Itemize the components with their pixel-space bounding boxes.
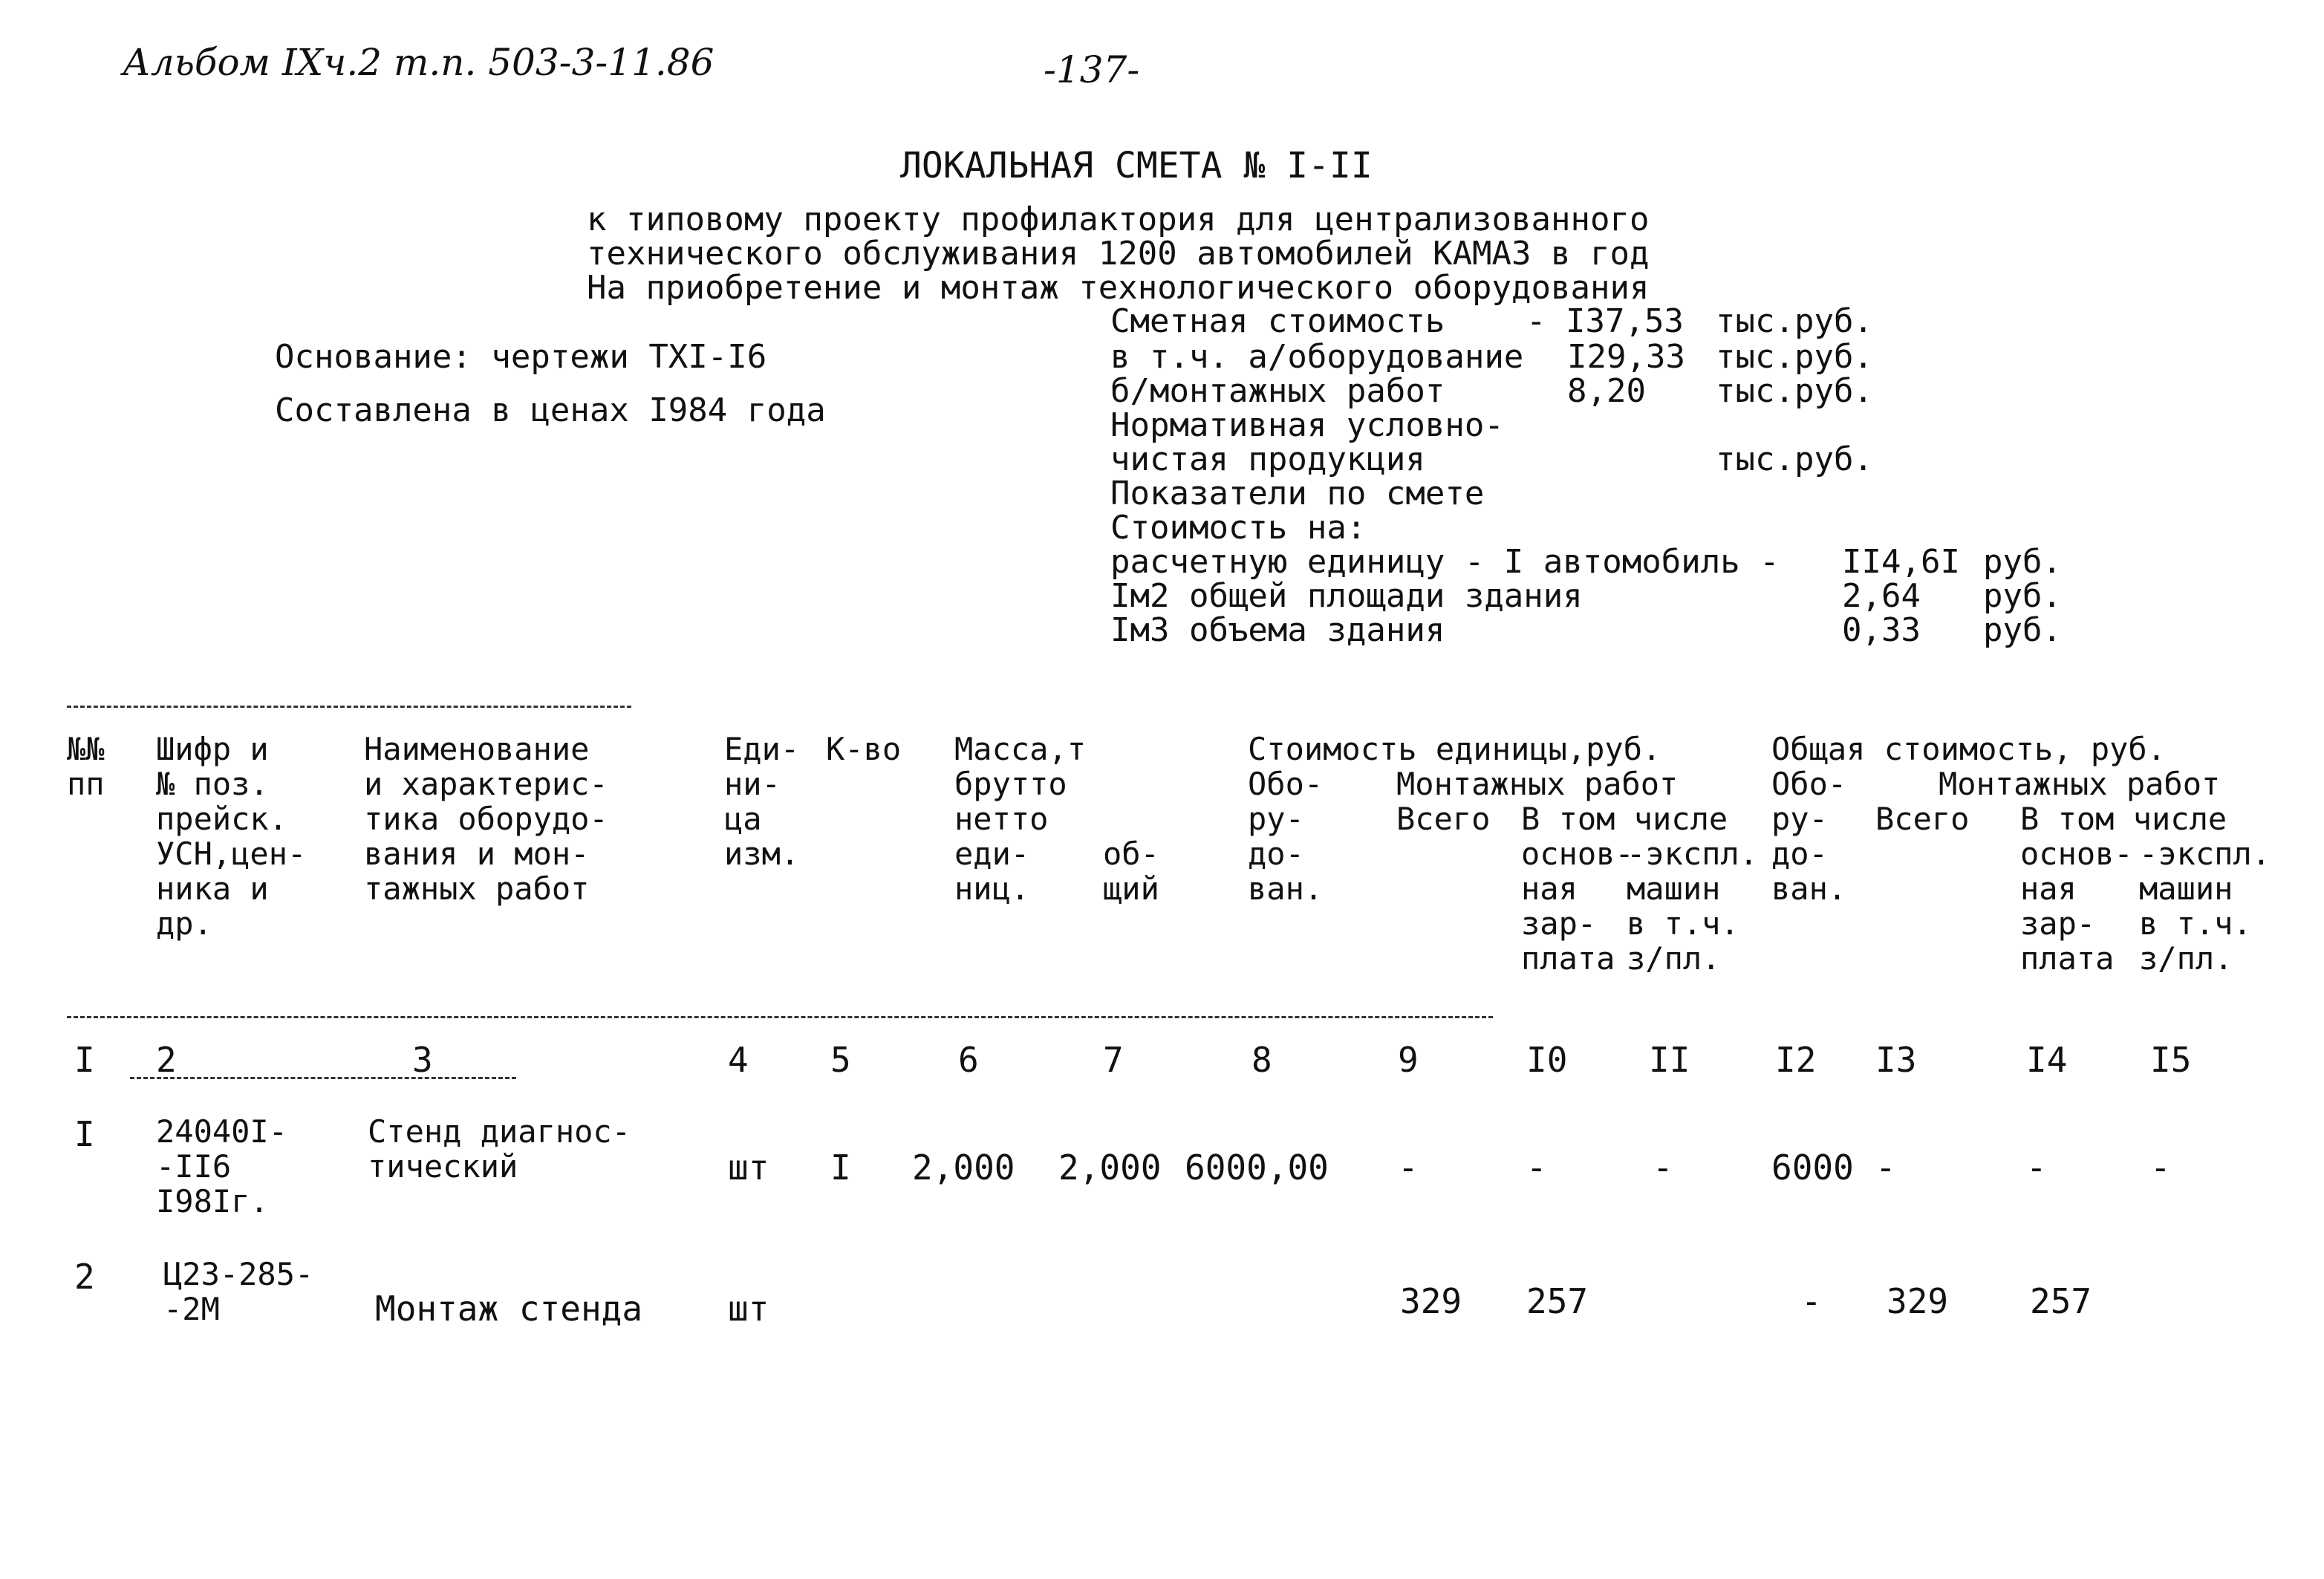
header-unit-wage: основ- ная зар- плата — [1521, 836, 1634, 977]
header-no: №№ пп — [67, 731, 105, 802]
cell-total-mach: - — [2150, 1147, 2171, 1188]
header-unit-cost: Стоимость единицы,руб. — [1248, 731, 1661, 767]
cell-unit: шт — [728, 1289, 769, 1329]
colnum: I3 — [1875, 1040, 1917, 1080]
cell-qty: I — [830, 1147, 851, 1188]
prices-year-line: Составлена в ценах I984 года — [275, 391, 826, 429]
per-m3-value: 0,33 — [1842, 611, 1921, 649]
header-total-install: Монтажных работ — [1939, 766, 2221, 802]
per-m2-value: 2,64 — [1842, 577, 1921, 615]
colnum: 6 — [958, 1040, 979, 1080]
header-unit-install: Монтажных работ — [1396, 766, 1679, 802]
colnum: I4 — [2026, 1040, 2068, 1080]
header-mass-unit: еди- ниц. — [954, 836, 1030, 907]
header-total-mach: -экспл. машин в т.ч. з/пл. — [2139, 836, 2271, 977]
header-unit-incl: В том числе — [1521, 801, 1728, 837]
per-unit-value: II4,6I — [1842, 543, 1960, 581]
cell-unit-wage: - — [1526, 1147, 1547, 1188]
colnum: 3 — [412, 1040, 433, 1080]
header-mass: Масса,т брутто нетто — [954, 731, 1087, 837]
page-number: -137- — [1044, 48, 1140, 91]
header-bottom-rule — [67, 1016, 1493, 1018]
norm-label-2: чистая продукция — [1110, 440, 1425, 478]
cell-unit-mach: - — [1653, 1147, 1673, 1188]
colnum: II — [1649, 1040, 1690, 1080]
header-total-total: Всего — [1875, 801, 1970, 837]
colnum: 8 — [1251, 1040, 1272, 1080]
cell-no: 2 — [74, 1257, 95, 1297]
per-m2-unit: руб. — [1983, 577, 2062, 615]
header-total-equip: Обо- ру- до- ван. — [1771, 766, 1847, 907]
install-label: б/монтажных работ — [1110, 372, 1445, 410]
cost-unit: тыс.руб. — [1716, 302, 1873, 340]
cell-unit: шт — [728, 1147, 769, 1188]
cell-unit-total: 329 — [1400, 1281, 1462, 1321]
cell-total-total: - — [1875, 1147, 1896, 1188]
colnum: I2 — [1775, 1040, 1817, 1080]
cell-name: Стенд диагнос- тический — [368, 1113, 631, 1185]
cell-mass-total: 2,000 — [1058, 1147, 1162, 1188]
header-total-wage: основ- ная зар- плата — [2020, 836, 2133, 977]
cell-total-total: 329 — [1887, 1281, 1949, 1321]
norm-label-1: Нормативная условно- — [1110, 406, 1504, 444]
colnum: I0 — [1526, 1040, 1568, 1080]
cell-mass-unit: 2,000 — [912, 1147, 1015, 1188]
header-unit-mach: -экспл. машин в т.ч. з/пл. — [1627, 836, 1759, 977]
subtitle-line-2: технического обслуживания 1200 автомобилей КАМАЗ в год — [587, 235, 1650, 273]
cell-name: Монтаж стенда — [375, 1289, 643, 1329]
header-unit-total: Всего — [1396, 801, 1491, 837]
cell-total-equip: - — [1801, 1281, 1822, 1321]
per-m3-unit: руб. — [1983, 611, 2062, 649]
cell-no: I — [74, 1114, 95, 1154]
header-unit: Еди- ни- ца изм. — [724, 731, 800, 872]
album-note: Альбом IXч.2 т.п. 503-3-11.86 — [123, 41, 715, 84]
cell-code: 24040I- -II6 I98Iг. — [156, 1113, 288, 1220]
equipment-label: в т.ч. а/оборудование — [1110, 338, 1524, 376]
header-total-incl: В том числе — [2020, 801, 2227, 837]
colnum: 2 — [156, 1040, 177, 1080]
top-rule — [67, 706, 631, 708]
header-qty: К-во — [826, 731, 902, 767]
cost-value: - I37,53 — [1526, 302, 1684, 340]
header-name: Наименование и характерис- тика оборудо- вания и мон- тажных работ — [364, 731, 608, 907]
cell-unit-equip: 6000,00 — [1185, 1147, 1329, 1188]
colnum: I — [74, 1040, 95, 1080]
cost-label: Сметная стоимость — [1110, 302, 1445, 340]
colnum: 9 — [1398, 1040, 1419, 1080]
basis-line: Основание: чертежи ТХI-I6 — [275, 338, 767, 376]
header-code: Шифр и № поз. прейск. УСН,цен- ника и др. — [156, 731, 307, 942]
per-m2-label: Iм2 общей площади здания — [1110, 577, 1583, 615]
colnum: 5 — [830, 1040, 851, 1080]
install-unit: тыс.руб. — [1716, 372, 1873, 410]
per-m3-label: Iм3 объема здания — [1110, 611, 1445, 649]
page-title: ЛОКАЛЬНАЯ СМЕТА № I-II — [900, 145, 1373, 186]
cell-total-wage: 257 — [2030, 1281, 2092, 1321]
cell-unit-wage: 257 — [1526, 1281, 1589, 1321]
cell-total-wage: - — [2026, 1147, 2047, 1188]
header-unit-equip: Обо- ру- до- ван. — [1248, 766, 1324, 907]
per-unit-label: расчетную единицу - I автомобиль - — [1110, 543, 1780, 581]
cell-unit-total: - — [1398, 1147, 1419, 1188]
install-value: 8,20 — [1567, 372, 1646, 410]
subtitle-line-3: На приобретение и монтаж технологического оборудования — [587, 269, 1650, 307]
cell-code: Ц23-285- -2М — [163, 1256, 314, 1327]
subtitle-line-1: к типовому проекту профилактория для централизованного — [587, 201, 1650, 238]
header-mass-total: об- щий — [1103, 836, 1159, 907]
colnum: I5 — [2150, 1040, 2192, 1080]
norm-unit: тыс.руб. — [1716, 440, 1873, 478]
indicators-label: Показатели по смете — [1110, 475, 1485, 512]
cost-on-label: Стоимость на: — [1110, 509, 1367, 547]
cell-total-equip: 6000 — [1771, 1147, 1854, 1188]
equipment-value: I29,33 — [1567, 338, 1685, 376]
per-unit-unit: руб. — [1983, 543, 2062, 581]
colnum-underline — [130, 1077, 516, 1079]
colnum: 4 — [728, 1040, 749, 1080]
equipment-unit: тыс.руб. — [1716, 338, 1873, 376]
header-total-cost: Общая стоимость, руб. — [1771, 731, 2167, 767]
colnum: 7 — [1103, 1040, 1124, 1080]
